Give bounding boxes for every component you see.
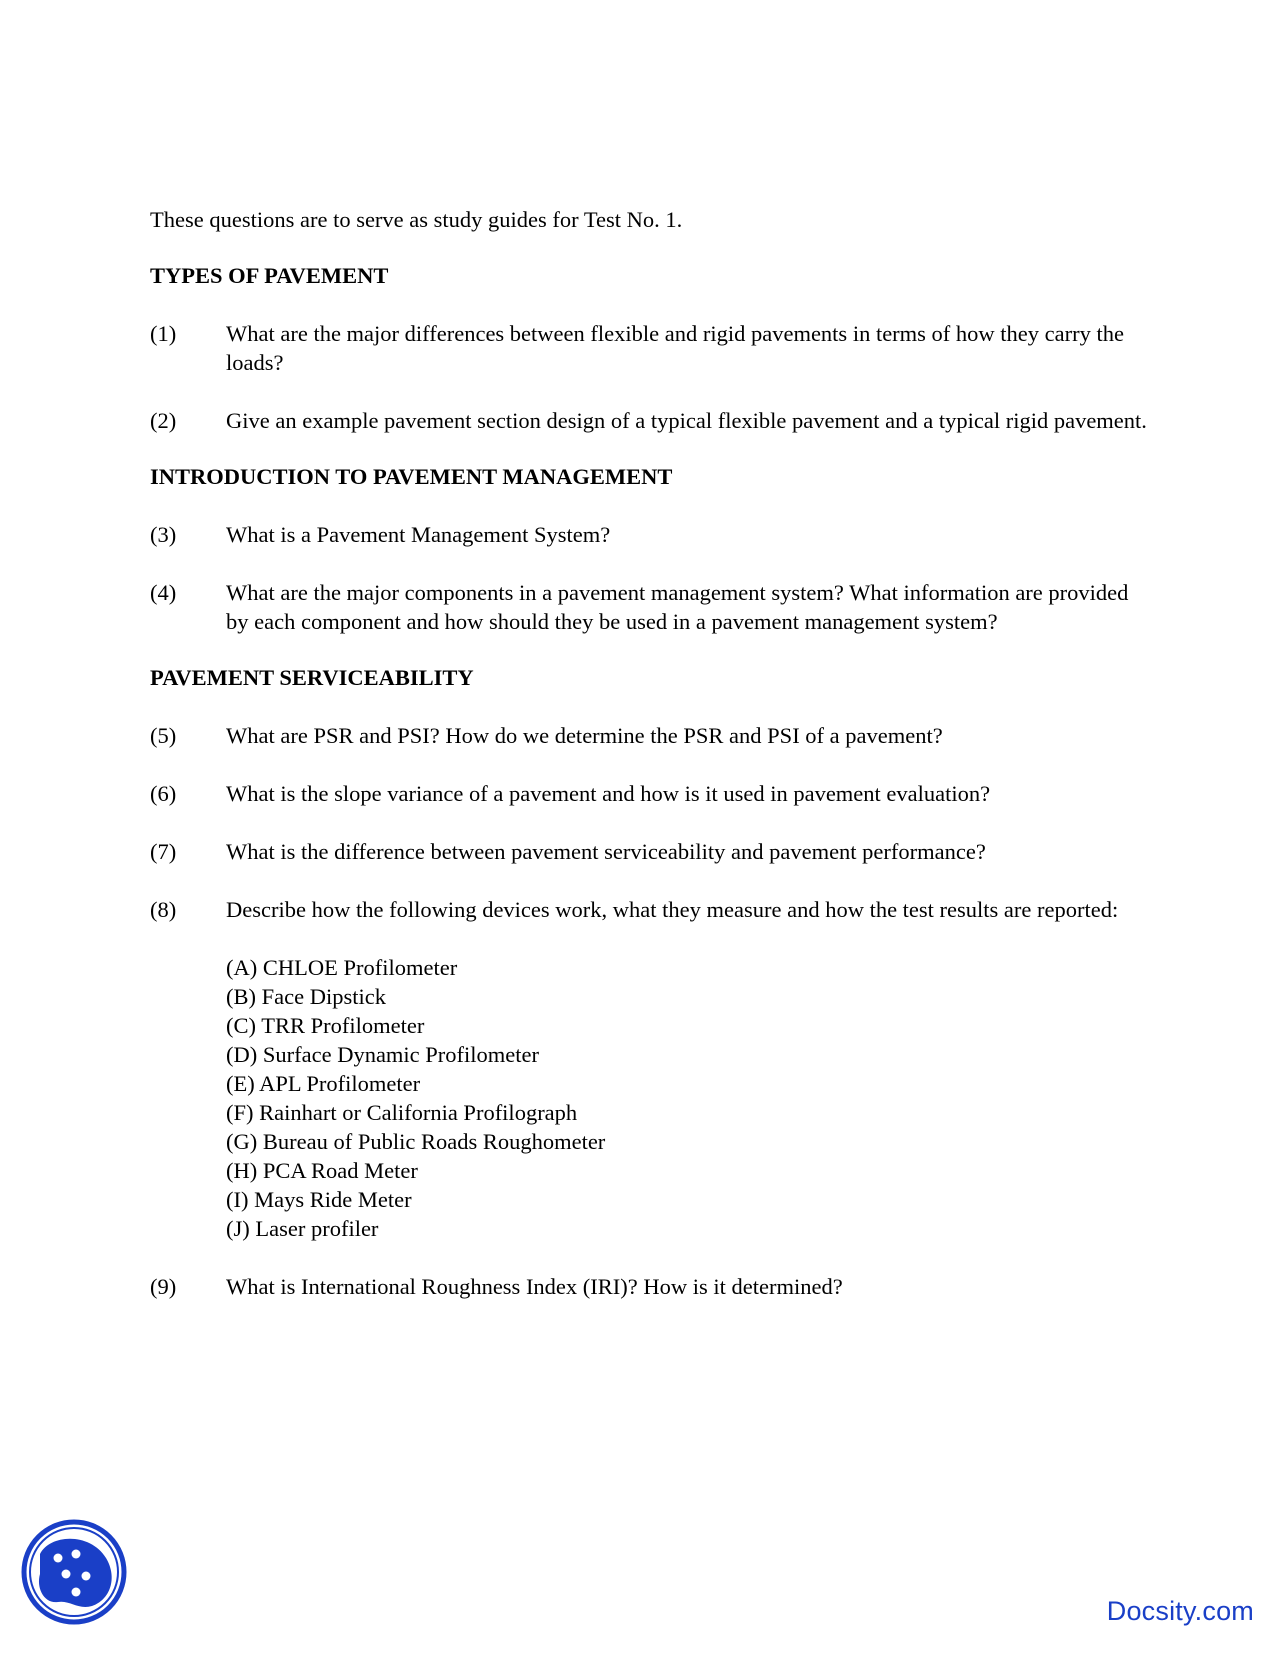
device-list-item: (E) APL Profilometer (226, 1071, 421, 1096)
device-list-item: (D) Surface Dynamic Profilometer (226, 1042, 540, 1067)
question-text: What are the major differences between flexible and rigid pavements in terms of how they carry the loads? (226, 321, 1124, 375)
question-text: Give an example pavement section design of a typical flexible pavement and a typical rigid pavement. (226, 408, 1147, 433)
intro-text: These questions are to serve as study guides for Test No. 1. (150, 207, 683, 232)
docsity-logo-icon[interactable] (20, 1518, 128, 1626)
question-number: (4) (150, 580, 177, 605)
section-heading-types-of-pavement: TYPES OF PAVEMENT (150, 263, 389, 288)
device-list-item: (B) Face Dipstick (226, 984, 386, 1009)
device-list (226, 953, 1150, 1243)
question-text: What are PSR and PSI? How do we determine the PSR and PSI of a pavement? (226, 723, 943, 748)
section-heading-pavement-management: INTRODUCTION TO PAVEMENT MANAGEMENT (150, 464, 673, 489)
device-list-item: (C) TRR Profilometer (226, 1013, 425, 1038)
question-item (150, 1272, 1150, 1301)
question-item (150, 779, 1150, 808)
question-text: What is International Roughness Index (IRI)? How is it determined? (226, 1274, 843, 1299)
question-number: (9) (150, 1274, 177, 1299)
question-number: (3) (150, 522, 177, 547)
docsity-brand-link[interactable]: Docsity.com (1106, 1596, 1254, 1626)
device-list-item: (J) Laser profiler (226, 1216, 379, 1241)
question-text: What is the difference between pavement serviceability and pavement performance? (226, 839, 986, 864)
device-list-item: (I) Mays Ride Meter (226, 1187, 412, 1212)
device-list-item: (G) Bureau of Public Roads Roughometer (226, 1129, 606, 1154)
question-number: (6) (150, 781, 177, 806)
device-list-item: (A) CHLOE Profilometer (226, 955, 458, 980)
question-text: What is a Pavement Management System? (226, 522, 611, 547)
question-item (150, 895, 1150, 924)
question-text: Describe how the following devices work, what they measure and how the test results are reported: (226, 897, 1119, 922)
question-number: (8) (150, 897, 177, 922)
question-number: (5) (150, 723, 177, 748)
study-guide-document (150, 205, 1150, 1301)
question-item (150, 578, 1150, 636)
question-number: (1) (150, 321, 177, 346)
question-number: (2) (150, 408, 177, 433)
question-number: (7) (150, 839, 177, 864)
question-item (150, 837, 1150, 866)
question-text: What is the slope variance of a pavement and how is it used in pavement evaluation? (226, 781, 991, 806)
question-item (150, 406, 1150, 435)
device-list-item: (F) Rainhart or California Profilograph (226, 1100, 578, 1125)
device-list-item: (H) PCA Road Meter (226, 1158, 418, 1183)
question-item (150, 520, 1150, 549)
section-heading-pavement-serviceability: PAVEMENT SERVICEABILITY (150, 665, 474, 690)
question-text: What are the major components in a pavement management system? What information are provided by each component and how should they be used in a pavement management system? (226, 580, 1129, 634)
question-item (150, 721, 1150, 750)
question-item (150, 319, 1150, 377)
